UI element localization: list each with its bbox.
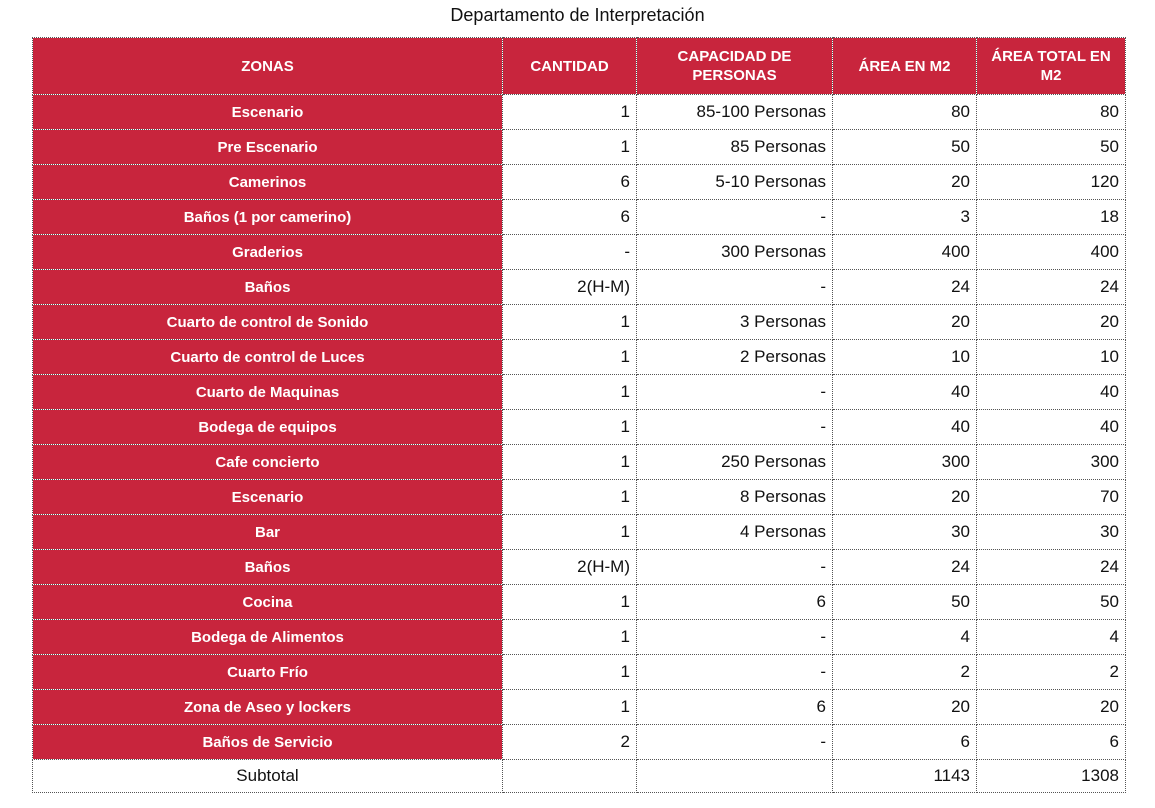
- zone-cell: Baños: [33, 270, 503, 305]
- header-zonas: ZONAS: [33, 38, 503, 95]
- capacidad-cell: -: [637, 200, 833, 235]
- area-cell: 300: [833, 445, 977, 480]
- area-total-cell: 40: [977, 375, 1126, 410]
- table-row: [33, 585, 1126, 620]
- table-footer: [33, 760, 1126, 793]
- capacidad-cell: -: [637, 620, 833, 655]
- area-cell: 40: [833, 410, 977, 445]
- capacidad-cell: 4 Personas: [637, 515, 833, 550]
- area-cell: 4: [833, 620, 977, 655]
- area-total-cell: 40: [977, 410, 1126, 445]
- area-total-cell: 300: [977, 445, 1126, 480]
- capacidad-cell: 8 Personas: [637, 480, 833, 515]
- capacidad-cell: 5-10 Personas: [637, 165, 833, 200]
- cantidad-cell: 1: [503, 620, 637, 655]
- area-total-cell: 6: [977, 725, 1126, 760]
- header-cantidad: CANTIDAD: [503, 38, 637, 95]
- table-row: [33, 305, 1126, 340]
- cantidad-cell: 6: [503, 165, 637, 200]
- zone-cell: Graderios: [33, 235, 503, 270]
- zone-cell: Bodega de Alimentos: [33, 620, 503, 655]
- subtotal-cantidad-empty: [503, 760, 637, 793]
- cantidad-cell: 6: [503, 200, 637, 235]
- zone-cell: Pre Escenario: [33, 130, 503, 165]
- capacidad-cell: 2 Personas: [637, 340, 833, 375]
- table-row: [33, 375, 1126, 410]
- table-row: [33, 270, 1126, 305]
- table-row: [33, 200, 1126, 235]
- area-cell: 30: [833, 515, 977, 550]
- area-total-cell: 50: [977, 130, 1126, 165]
- capacidad-cell: -: [637, 725, 833, 760]
- table-row: [33, 340, 1126, 375]
- table-row: [33, 95, 1126, 130]
- area-cell: 400: [833, 235, 977, 270]
- cantidad-cell: 1: [503, 515, 637, 550]
- header-area-total: ÁREA TOTAL EN M2: [977, 38, 1126, 95]
- table-row: [33, 130, 1126, 165]
- cantidad-cell: 1: [503, 445, 637, 480]
- capacidad-cell: 85 Personas: [637, 130, 833, 165]
- area-cell: 20: [833, 480, 977, 515]
- subtotal-area: 1143: [833, 760, 977, 793]
- capacidad-cell: 3 Personas: [637, 305, 833, 340]
- table-row: [33, 445, 1126, 480]
- area-cell: 2: [833, 655, 977, 690]
- area-total-cell: 2: [977, 655, 1126, 690]
- area-cell: 24: [833, 270, 977, 305]
- subtotal-area-total: 1308: [977, 760, 1126, 793]
- area-cell: 10: [833, 340, 977, 375]
- area-cell: 40: [833, 375, 977, 410]
- zone-cell: Cuarto de control de Luces: [33, 340, 503, 375]
- cantidad-cell: 2: [503, 725, 637, 760]
- area-total-cell: 400: [977, 235, 1126, 270]
- area-cell: 6: [833, 725, 977, 760]
- zone-cell: Cocina: [33, 585, 503, 620]
- zone-cell: Bar: [33, 515, 503, 550]
- area-cell: 20: [833, 165, 977, 200]
- capacidad-cell: 6: [637, 585, 833, 620]
- area-total-cell: 24: [977, 550, 1126, 585]
- area-cell: 24: [833, 550, 977, 585]
- area-cell: 20: [833, 305, 977, 340]
- zone-cell: Bodega de equipos: [33, 410, 503, 445]
- zone-cell: Zona de Aseo y lockers: [33, 690, 503, 725]
- cantidad-cell: 2(H-M): [503, 270, 637, 305]
- capacidad-cell: 250 Personas: [637, 445, 833, 480]
- area-total-cell: 4: [977, 620, 1126, 655]
- subtotal-capacidad-empty: [637, 760, 833, 793]
- zone-cell: Baños de Servicio: [33, 725, 503, 760]
- cantidad-cell: 1: [503, 480, 637, 515]
- table-row: [33, 690, 1126, 725]
- capacidad-cell: 6: [637, 690, 833, 725]
- area-total-cell: 70: [977, 480, 1126, 515]
- area-cell: 50: [833, 130, 977, 165]
- cantidad-cell: 1: [503, 340, 637, 375]
- table-row: [33, 725, 1126, 760]
- area-cell: 3: [833, 200, 977, 235]
- cantidad-cell: 1: [503, 585, 637, 620]
- capacidad-cell: -: [637, 550, 833, 585]
- capacidad-cell: -: [637, 270, 833, 305]
- cantidad-cell: 1: [503, 130, 637, 165]
- table-row: [33, 235, 1126, 270]
- area-total-cell: 10: [977, 340, 1126, 375]
- area-total-cell: 24: [977, 270, 1126, 305]
- cantidad-cell: 1: [503, 410, 637, 445]
- table-row: [33, 410, 1126, 445]
- cantidad-cell: 2(H-M): [503, 550, 637, 585]
- area-total-cell: 120: [977, 165, 1126, 200]
- area-total-cell: 20: [977, 305, 1126, 340]
- area-total-cell: 18: [977, 200, 1126, 235]
- zone-cell: Baños: [33, 550, 503, 585]
- table-title: Departamento de Interpretación: [450, 5, 705, 25]
- capacidad-cell: -: [637, 375, 833, 410]
- subtotal-label: Subtotal: [33, 760, 503, 793]
- zone-cell: Cuarto de control de Sonido: [33, 305, 503, 340]
- zone-cell: Escenario: [33, 480, 503, 515]
- cantidad-cell: 1: [503, 375, 637, 410]
- zone-cell: Cafe concierto: [33, 445, 503, 480]
- table-row: [33, 655, 1126, 690]
- cantidad-cell: 1: [503, 305, 637, 340]
- header-row: [33, 38, 1126, 95]
- area-cell: 20: [833, 690, 977, 725]
- capacidad-cell: -: [637, 655, 833, 690]
- capacidad-cell: 300 Personas: [637, 235, 833, 270]
- zones-table: [32, 37, 1126, 793]
- table-header: [33, 38, 1126, 95]
- zone-cell: Cuarto Frío: [33, 655, 503, 690]
- table-row: [33, 480, 1126, 515]
- header-area: ÁREA EN M2: [833, 38, 977, 95]
- cantidad-cell: 1: [503, 690, 637, 725]
- cantidad-cell: 1: [503, 655, 637, 690]
- zone-cell: Baños (1 por camerino): [33, 200, 503, 235]
- area-total-cell: 20: [977, 690, 1126, 725]
- subtotal-row: [33, 760, 1126, 793]
- capacidad-cell: -: [637, 410, 833, 445]
- table-row: [33, 515, 1126, 550]
- table-body: [33, 95, 1126, 760]
- area-total-cell: 30: [977, 515, 1126, 550]
- table-row: [33, 165, 1126, 200]
- area-total-cell: 50: [977, 585, 1126, 620]
- table-row: [33, 620, 1126, 655]
- area-cell: 50: [833, 585, 977, 620]
- cantidad-cell: -: [503, 235, 637, 270]
- area-total-cell: 80: [977, 95, 1126, 130]
- zone-cell: Escenario: [33, 95, 503, 130]
- cantidad-cell: 1: [503, 95, 637, 130]
- zone-cell: Cuarto de Maquinas: [33, 375, 503, 410]
- table-row: [33, 550, 1126, 585]
- area-cell: 80: [833, 95, 977, 130]
- header-capacidad: CAPACIDAD DE PERSONAS: [637, 38, 833, 95]
- capacidad-cell: 85-100 Personas: [637, 95, 833, 130]
- zone-cell: Camerinos: [33, 165, 503, 200]
